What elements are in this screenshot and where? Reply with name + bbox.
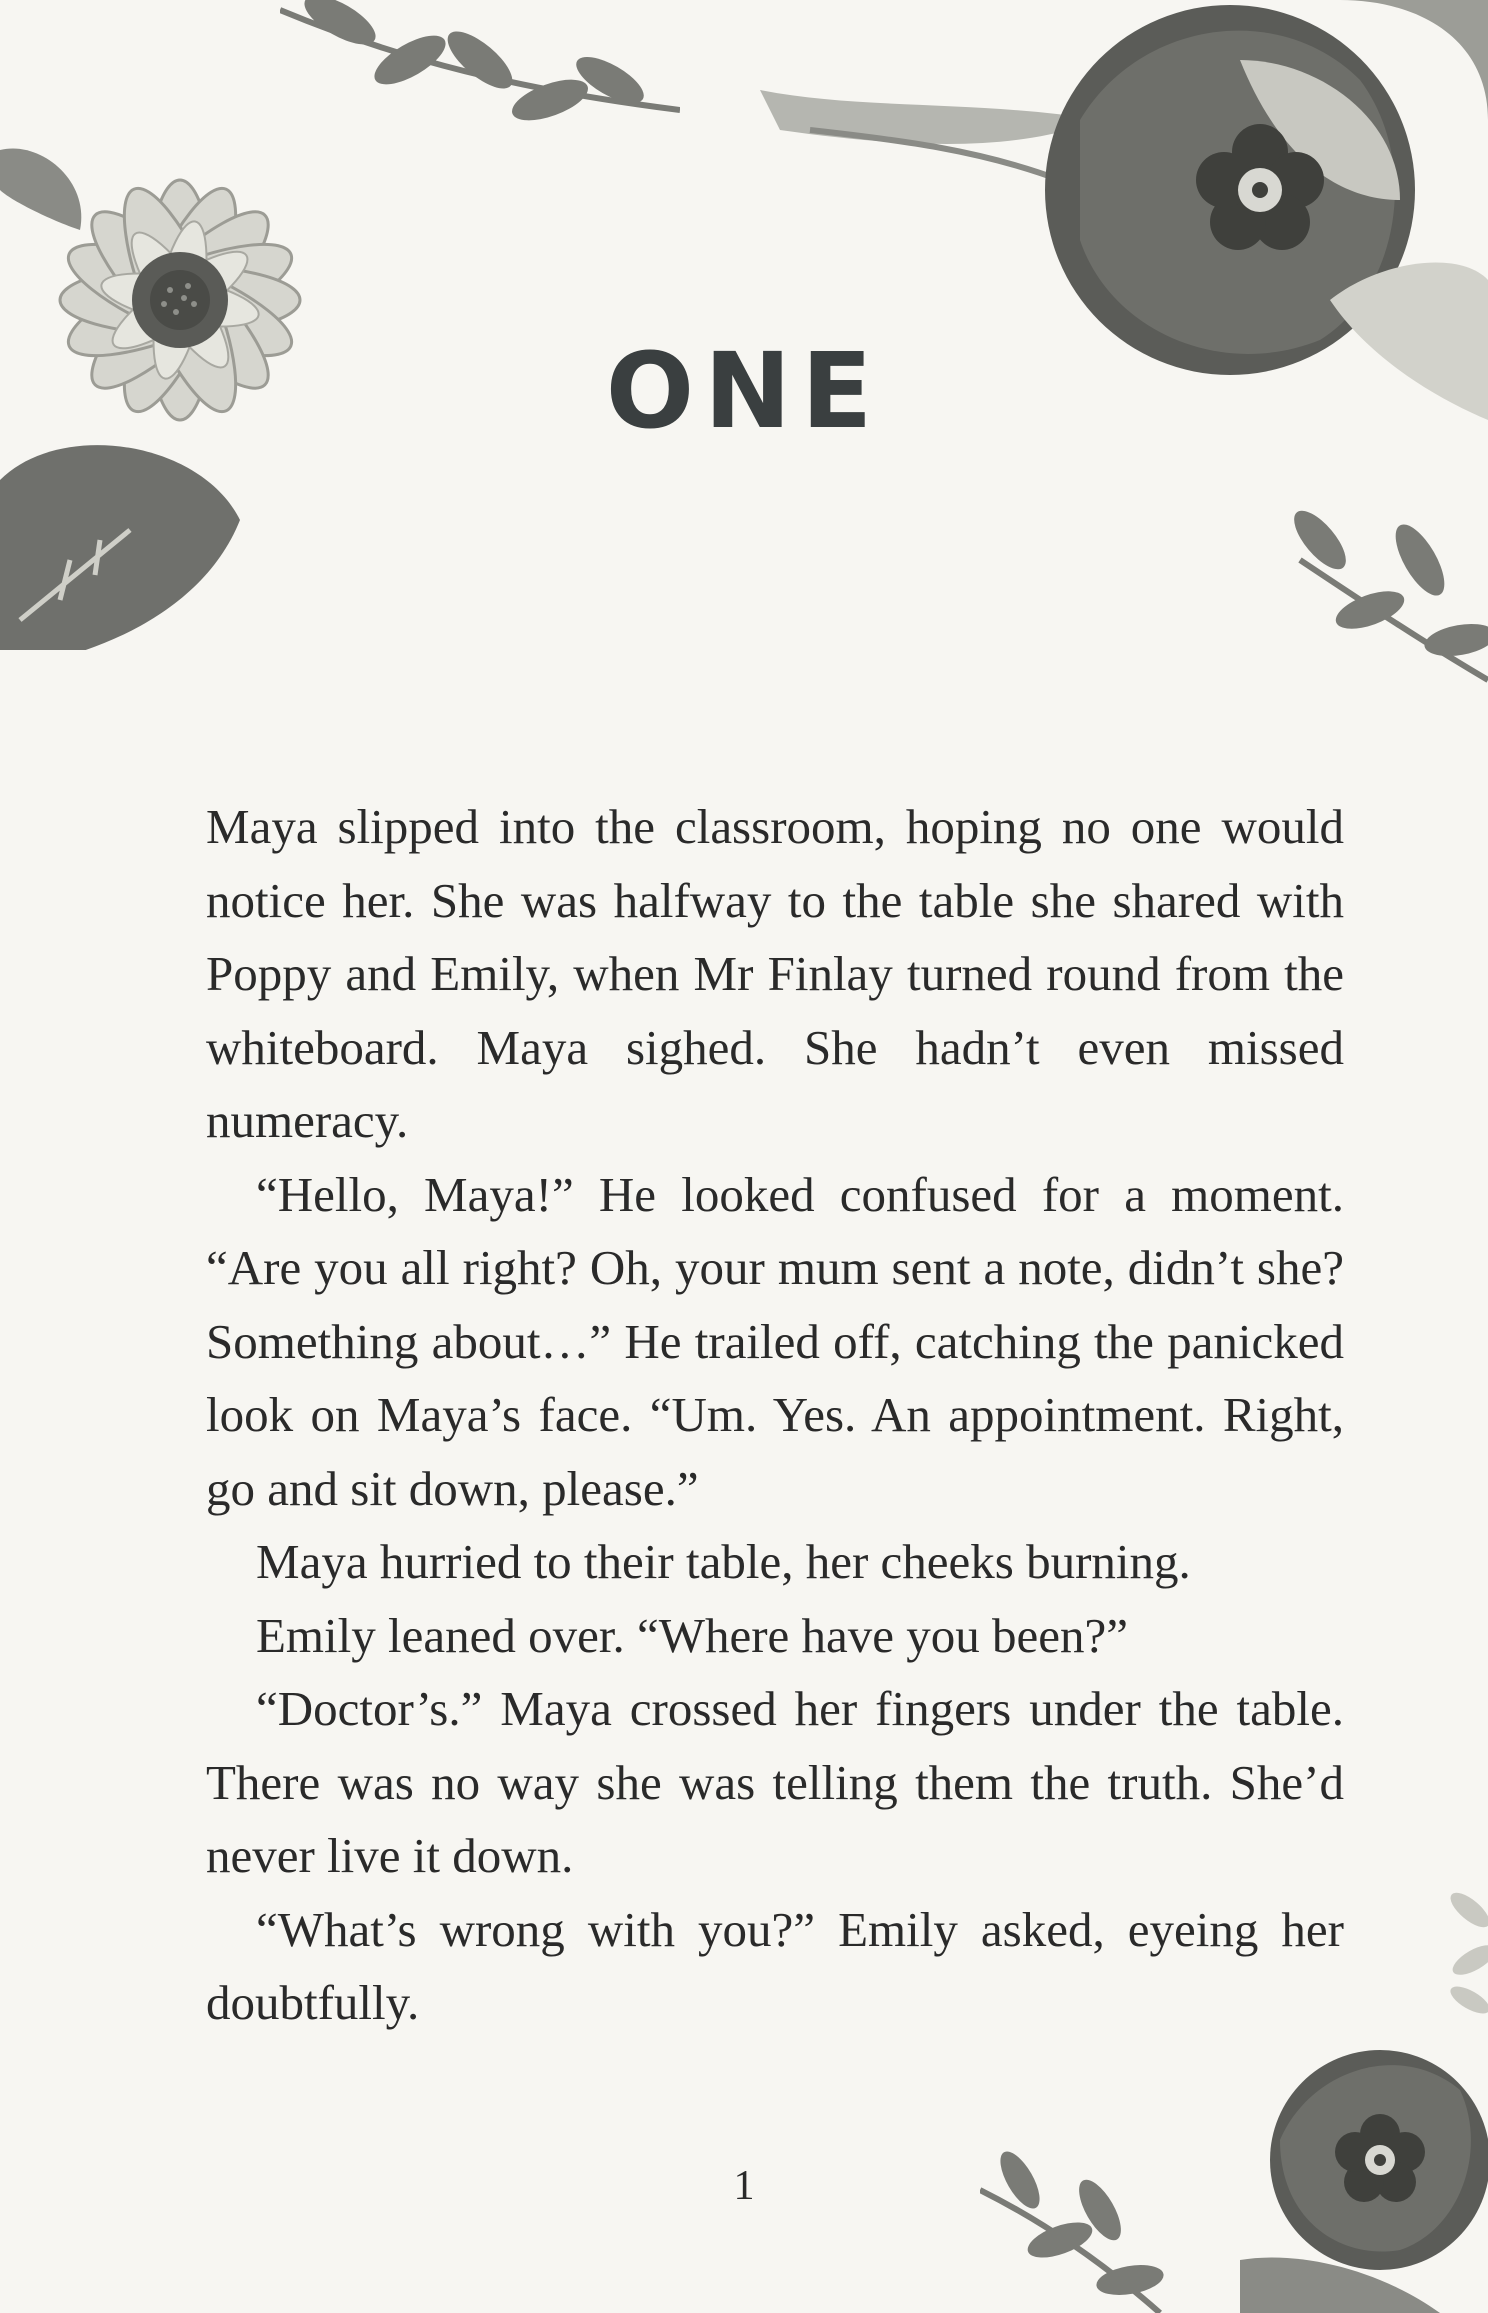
body-text	[206, 790, 1344, 2040]
paragraph: “Doctor’s.” Maya crossed her fingers under the table. There was no way she was telling them the truth. She’d never live it down.	[206, 1681, 1344, 1883]
leaf-sprig-illustration	[1430, 1880, 1488, 2020]
paragraph: Maya slipped into the classroom, hoping no one would notice her. She was halfway to the table she shared with Poppy and Emily, when Mr Finlay turned round from the whiteboard. Maya sighed. She hadn’t even missed numeracy.	[206, 799, 1344, 1148]
paragraph: Emily leaned over. “Where have you been?”	[256, 1607, 1129, 1663]
paragraph: “Hello, Maya!” He looked confused for a moment. “Are you all right? Oh, your mum sent a note, didn’t she? Something about…” He trailed off, catching the panicked look on Maya’s face. “Um. Yes. An appointment. Right, go and sit down, please.”	[206, 1166, 1344, 1516]
leaf-sprig-illustration	[280, 0, 680, 150]
chapter-title: ONE	[605, 330, 883, 452]
page-number: 1	[733, 2163, 755, 2209]
paragraph: Maya hurried to their table, her cheeks burning.	[256, 1534, 1191, 1589]
paragraph: “What’s wrong with you?” Emily asked, eyeing her doubtfully.	[206, 1901, 1344, 2030]
